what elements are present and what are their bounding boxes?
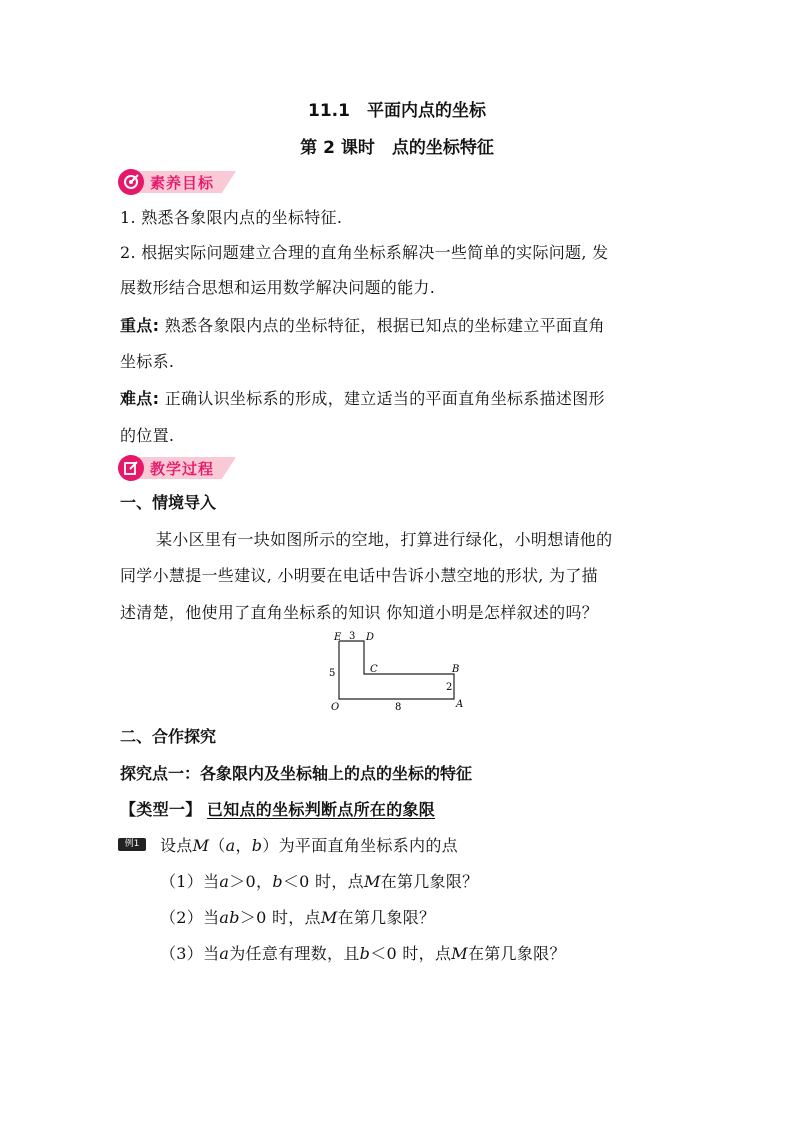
label-E: E <box>334 632 342 643</box>
badge-label: 教学过程 <box>150 460 215 478</box>
badge-label: 素养目标 <box>150 174 215 192</box>
intro-line-3: 述清楚，他使用了直角坐标系的知识 你知道小明是怎样叙述的吗？ <box>120 603 599 622</box>
land-outline <box>339 641 454 699</box>
length-AB: 2 <box>446 682 453 693</box>
question-3: （3）当a为任意有理数，且b＜0 时，点M在第几象限？ <box>160 944 566 963</box>
type-1-title: 已知点的坐标判断点所在的象限 <box>206 800 436 819</box>
goals-badge <box>118 169 242 195</box>
section-heading-2: 二、合作探究 <box>120 727 217 746</box>
label-B: B <box>452 664 460 675</box>
target-icon <box>118 169 144 195</box>
section-heading-1: 一、情境导入 <box>120 493 217 512</box>
question-1: （1）当a＞0，b＜0 时，点M在第几象限？ <box>160 872 479 891</box>
difficulty-label: 难点: <box>120 389 160 408</box>
label-A: A <box>456 699 464 710</box>
difficulty-point-line2: 的位置. <box>120 426 175 445</box>
key-point <box>120 313 605 336</box>
goal-item-2-line1: 2. 根据实际问题建立合理的直角坐标系解决一些简单的实际问题, 发 <box>120 243 609 262</box>
explore-point-1: 探究点一：各象限内及坐标轴上的点的坐标的特征 <box>120 764 473 783</box>
length-ED: 3 <box>349 631 356 642</box>
difficulty-point <box>120 386 605 409</box>
label-O: O <box>331 702 340 713</box>
intro-line-2: 同学小慧提一些建议, 小明要在电话中告诉小慧空地的形状, 为了描 <box>120 566 598 585</box>
page-title: 11.1 平面内点的坐标 <box>308 101 486 121</box>
label-C: C <box>370 664 378 675</box>
label-D: D <box>366 632 375 643</box>
difficulty-text-1: 正确认识坐标系的形成，建立适当的平面直角坐标系描述图形 <box>159 389 605 408</box>
page-subtitle: 第 2 课时 点的坐标特征 <box>300 138 494 158</box>
example-badge: 例1 <box>118 838 146 851</box>
goal-item-1: 1. 熟悉各象限内点的坐标特征. <box>120 208 343 227</box>
length-OA: 8 <box>395 702 402 713</box>
length-OE: 5 <box>329 668 336 679</box>
process-badge <box>118 455 242 481</box>
type-1-heading <box>120 797 435 820</box>
example-1-stem: 设点M（a，b）为平面直角坐标系内的点 <box>160 836 458 855</box>
key-label: 重点: <box>120 316 160 335</box>
question-2: （2）当ab＞0 时，点M在第几象限？ <box>160 908 436 927</box>
land-shape-figure <box>326 628 476 716</box>
key-point-line2: 坐标系. <box>120 352 175 371</box>
goal-item-2-line2: 展数形结合思想和运用数学解决问题的能力. <box>120 278 436 297</box>
edit-icon <box>118 455 144 481</box>
key-text-1: 熟悉各象限内点的坐标特征，根据已知点的坐标建立平面直角 <box>159 316 605 335</box>
type-1-tag: 【类型一】 <box>120 800 202 819</box>
intro-line-1: 某小区里有一块如图所示的空地，打算进行绿化，小明想请他的 <box>156 530 613 549</box>
